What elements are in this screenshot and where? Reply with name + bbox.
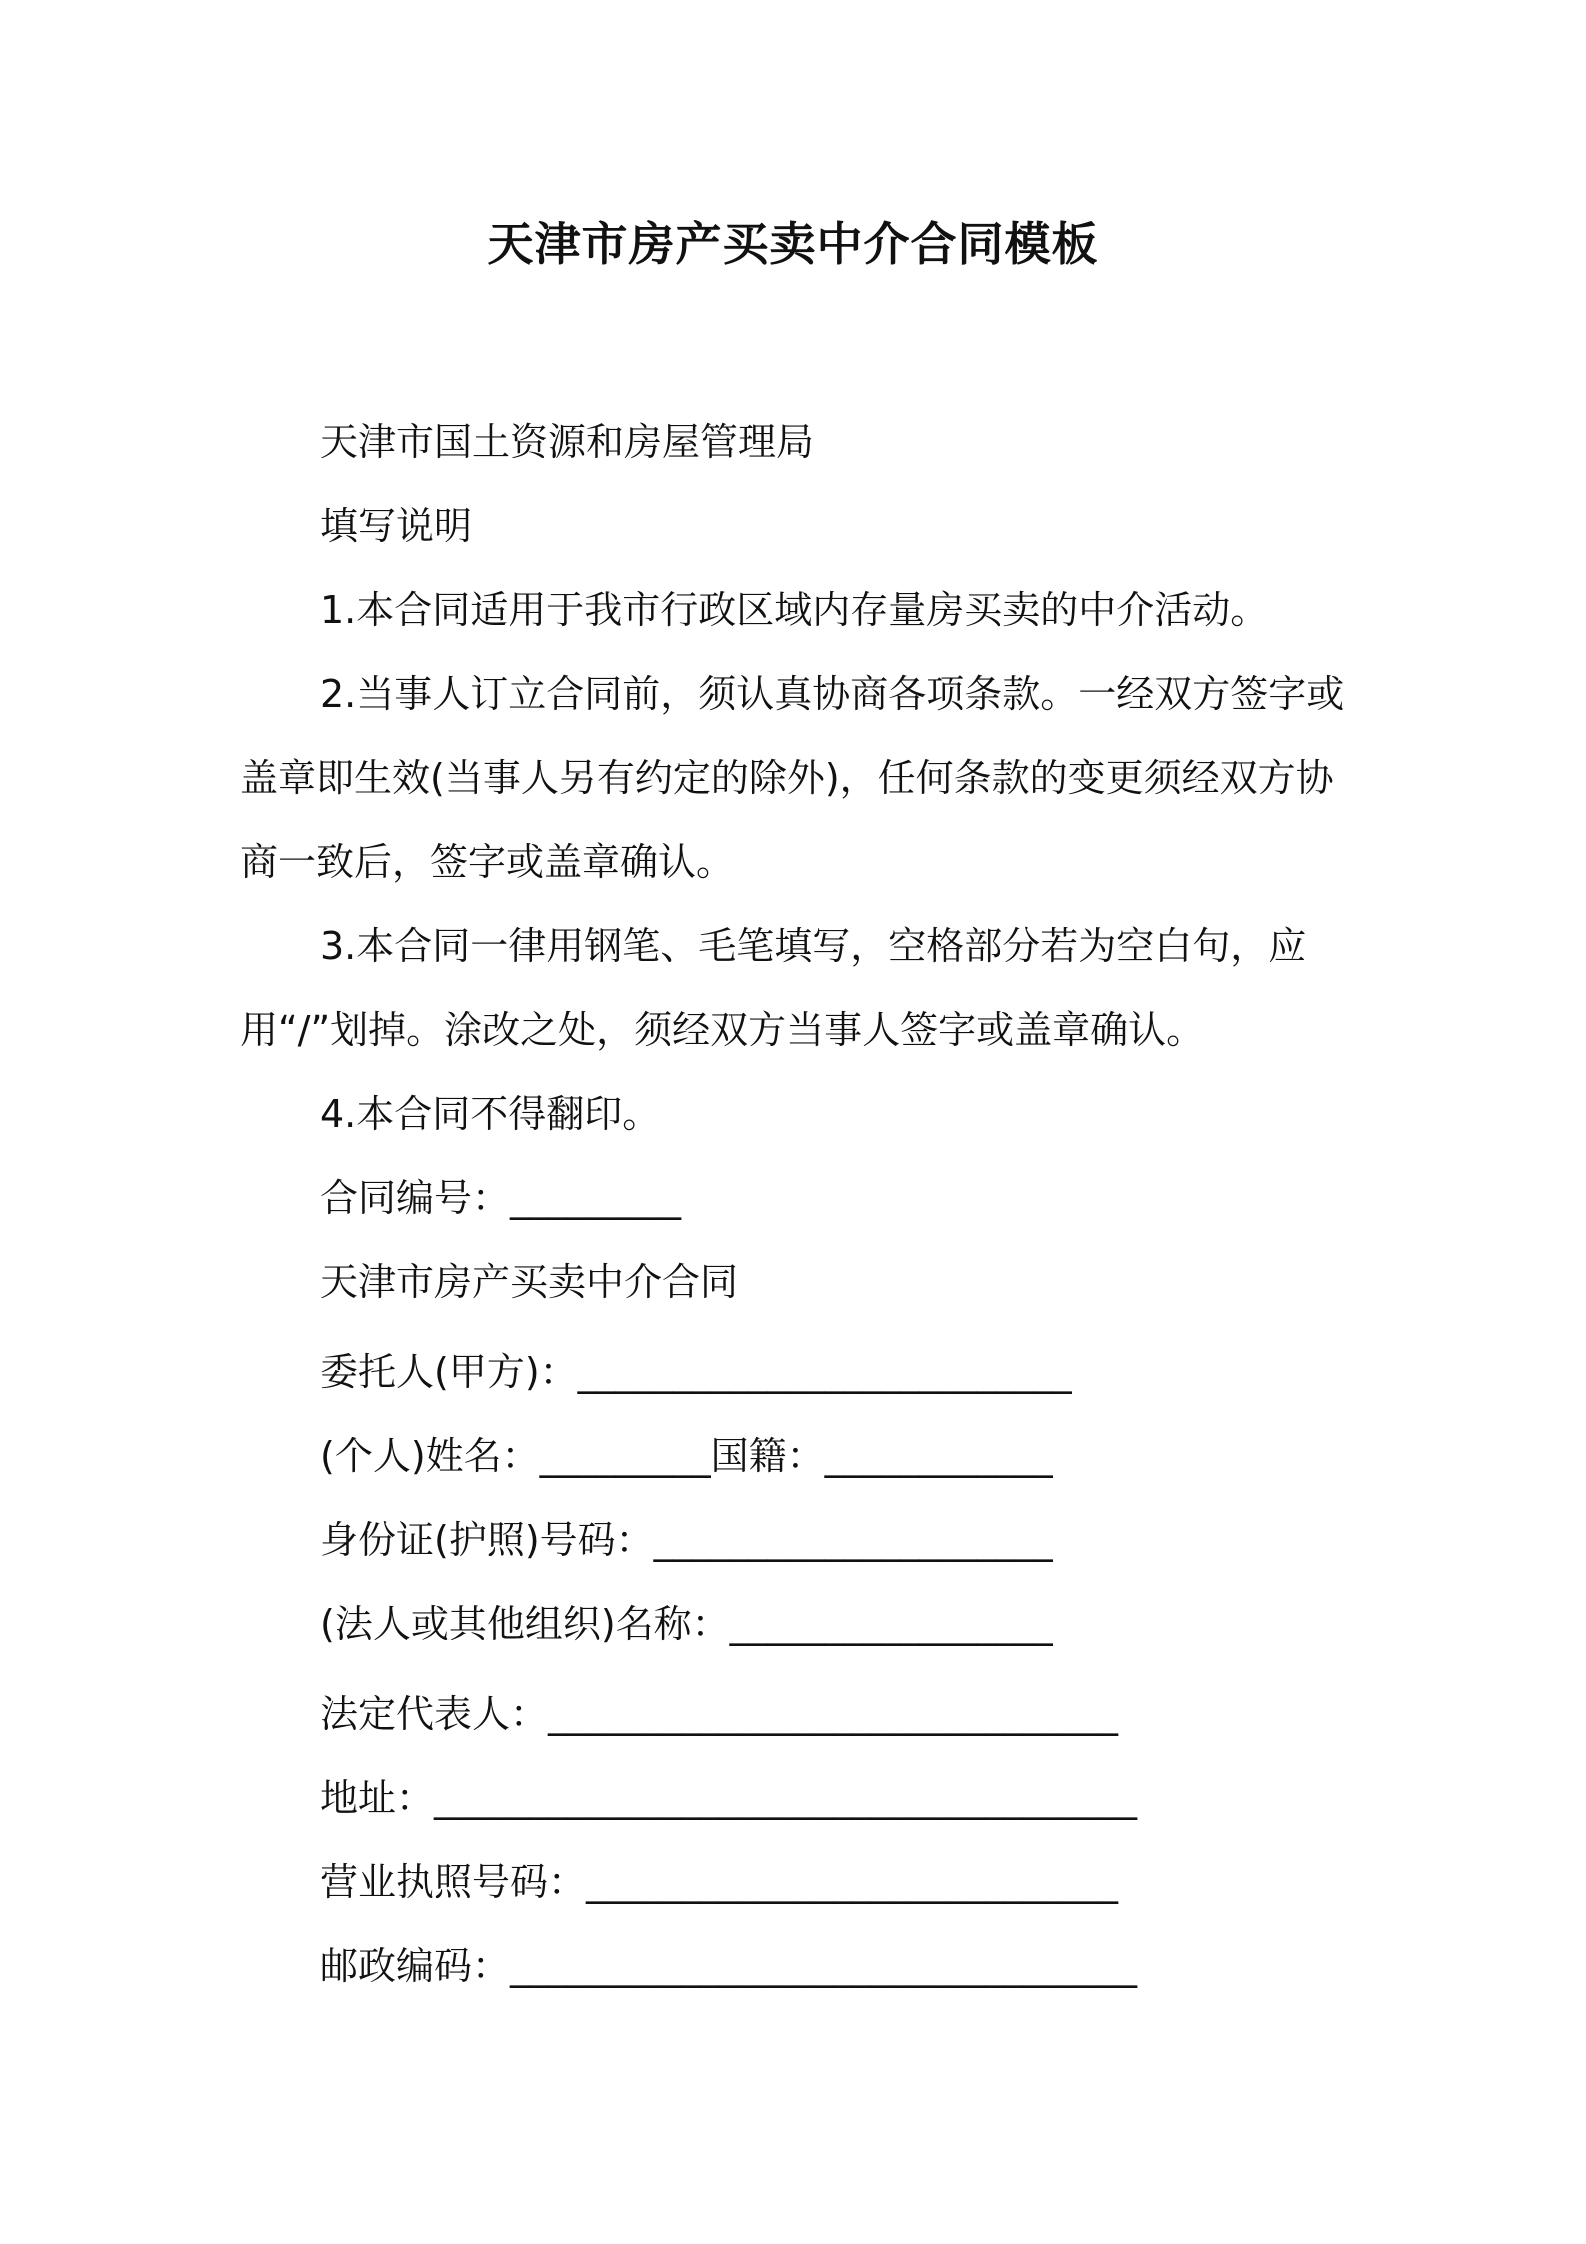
instructions-heading: 填写说明 [320,504,473,548]
field-principal: 委托人(甲方)：__________________________ [320,1350,1072,1394]
instruction-item-4: 4.本合同不得翻印。 [320,1092,661,1136]
field-address: 地址：_____________________________________ [320,1776,1138,1820]
instruction-item-1: 1.本合同适用于我市行政区域内存量房买卖的中介活动。 [320,588,1269,632]
contract-number-line: 合同编号：_________ [320,1176,682,1220]
field-name-nationality: (个人)姓名：_________国籍：____________ [320,1434,1053,1478]
field-postal-code: 邮政编码：_________________________________ [320,1944,1138,1988]
document-title: 天津市房产买卖中介合同模板 [487,217,1099,271]
document-body [240,400,1348,2008]
issuer-line: 天津市国土资源和房屋管理局 [320,420,815,464]
field-business-license: 营业执照号码：____________________________ [320,1860,1119,1904]
field-organization-name: (法人或其他组织)名称：_________________ [320,1602,1053,1646]
field-legal-representative: 法定代表人：______________________________ [320,1692,1119,1736]
field-id-number: 身份证(护照)号码：_____________________ [320,1518,1053,1562]
contract-name: 天津市房产买卖中介合同 [320,1260,739,1304]
instruction-item-3: 3.本合同一律用钢笔、毛笔填写，空格部分若为空白句，应用“/”划掉。涂改之处，须经双方当事人签字或盖章确认。 [240,924,1307,1052]
instruction-item-2: 2.当事人订立合同前，须认真协商各项条款。一经双方签字或盖章即生效(当事人另有约定的除外)，任何条款的变更须经双方协商一致后，签字或盖章确认。 [240,672,1345,884]
